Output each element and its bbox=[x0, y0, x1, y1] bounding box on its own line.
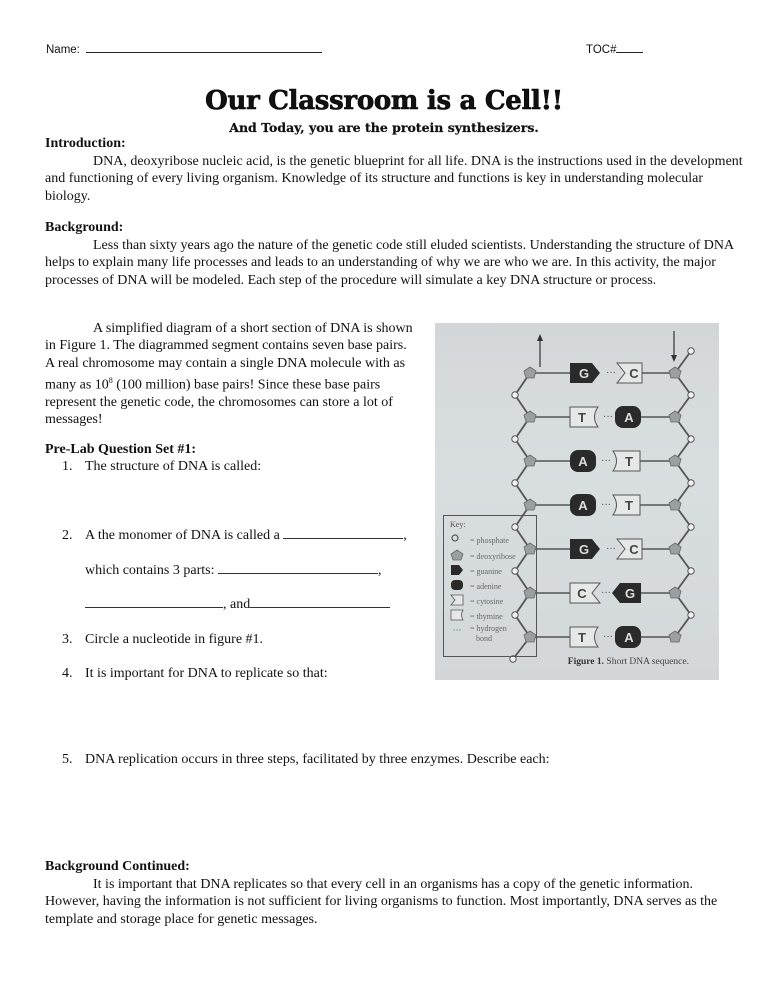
name-label: Name: bbox=[46, 44, 80, 56]
key-item-adenine: = adenine bbox=[450, 579, 501, 593]
toc-label: TOC# bbox=[586, 44, 617, 56]
svg-text:G: G bbox=[578, 542, 590, 557]
background-heading: Background: bbox=[45, 220, 124, 235]
question-5 bbox=[62, 752, 550, 768]
question-2: 2. A the monomer of DNA is called a , bbox=[62, 528, 407, 543]
page-title: Our Classroom is a Cell!! bbox=[205, 86, 563, 116]
svg-text:···: ··· bbox=[603, 632, 613, 643]
question-number: 4. bbox=[62, 666, 73, 681]
question-text: DNA replication occurs in three steps, facilitated by three enzymes. Describe each: bbox=[85, 752, 550, 767]
svg-text:C: C bbox=[577, 586, 587, 601]
phosphate-icon bbox=[450, 535, 464, 546]
question-2-parts: which contains 3 parts: , bbox=[85, 563, 382, 578]
dna-figure bbox=[435, 323, 719, 680]
thymine-icon bbox=[450, 611, 464, 622]
question-text: Circle a nucleotide in figure #1. bbox=[85, 632, 264, 647]
question-number: 5. bbox=[62, 752, 73, 767]
svg-text:G: G bbox=[578, 366, 590, 381]
question-number: 3. bbox=[62, 632, 73, 647]
and-text: , and bbox=[223, 597, 251, 612]
svg-text:···: ··· bbox=[606, 544, 616, 555]
deoxyribose-icon bbox=[450, 551, 464, 562]
svg-text:C: C bbox=[629, 366, 639, 381]
base-pair-3 bbox=[524, 450, 681, 472]
introduction-heading: Introduction: bbox=[45, 136, 126, 151]
introduction-text: DNA, deoxyribose nucleic acid, is the genetic blueprint for all life. DNA is the instructions used in the development and functioning of every living organism. Knowledge of its structure and functions is key in understanding molecular biology. bbox=[45, 154, 743, 204]
question-3 bbox=[62, 632, 264, 648]
question-1 bbox=[62, 459, 262, 475]
svg-text:T: T bbox=[625, 454, 633, 469]
question-number: 2. bbox=[62, 528, 73, 543]
adenine-icon bbox=[450, 581, 464, 592]
diagram-text-b: (100 million) base pairs! Since these base pairs represent the genetic code, the chromosomes can store a lot of messages! bbox=[45, 377, 393, 428]
monomer-blank[interactable] bbox=[283, 537, 403, 539]
svg-text:T: T bbox=[578, 630, 586, 645]
question-text: which contains 3 parts: bbox=[85, 563, 215, 578]
toc-field[interactable] bbox=[586, 44, 643, 56]
prelab-heading: Pre-Lab Question Set #1: bbox=[45, 442, 197, 457]
key-item-hydrogen-bond: ··· = hydrogen bond bbox=[450, 624, 507, 650]
base-pair-5 bbox=[524, 539, 681, 559]
toc-blank[interactable] bbox=[616, 51, 643, 53]
base-pair-1 bbox=[524, 363, 681, 383]
diagram-paragraph bbox=[45, 320, 417, 428]
key-item-thymine: = thymine bbox=[450, 609, 503, 623]
guanine-icon bbox=[450, 566, 464, 577]
part-1-blank[interactable] bbox=[218, 572, 378, 574]
part-2-blank[interactable] bbox=[85, 606, 223, 608]
background-continued-text: It is important that DNA replicates so that every cell in an organisms has a copy of the genetic information. However, having the information is not sufficient for living organisms to function. Most importantly, DNA serves as the template and storage place for genetic messages. bbox=[45, 877, 718, 927]
key-item-cytosine: = cytosine bbox=[450, 594, 503, 608]
diagram-text-a: A simplified diagram of a short section of DNA is shown in Figure 1. The diagrammed segment contains seven base pairs. A real chromosome may contain a single DNA molecule with as many as 10 bbox=[45, 321, 413, 393]
base-pair-4 bbox=[524, 494, 681, 516]
background-text: Less than sixty years ago the nature of the genetic code still eluded scientists. Understanding the structure of DNA helps to explain many life processes and leads to an understanding of why we are who we are. In this activity, the major processes of DNA will be modeled. Each step of the procedure will simulate a key DNA structure or process. bbox=[45, 238, 734, 288]
key-title: Key: bbox=[450, 520, 466, 529]
key-item-deoxyribose: = deoxyribose bbox=[450, 549, 516, 563]
background-continued-heading: Background Continued: bbox=[45, 859, 190, 874]
base-pair-2 bbox=[524, 406, 681, 428]
svg-text:A: A bbox=[624, 410, 634, 425]
base-pair-6 bbox=[524, 583, 681, 603]
name-field[interactable] bbox=[46, 44, 322, 56]
svg-text:A: A bbox=[578, 498, 588, 513]
svg-text:G: G bbox=[624, 586, 636, 601]
question-number: 1. bbox=[62, 459, 73, 474]
figure-caption: Figure 1. Short DNA sequence. bbox=[567, 657, 689, 667]
figure-key bbox=[443, 515, 537, 657]
svg-text:···: ··· bbox=[603, 412, 613, 423]
svg-text:T: T bbox=[578, 410, 586, 425]
question-text: The structure of DNA is called: bbox=[85, 459, 262, 474]
svg-text:···: ··· bbox=[601, 500, 611, 511]
question-4 bbox=[62, 666, 328, 682]
svg-text:A: A bbox=[624, 630, 634, 645]
exponent: 8 bbox=[108, 375, 113, 385]
key-item-phosphate: = phosphate bbox=[450, 533, 509, 547]
question-2-parts-2 bbox=[85, 597, 390, 613]
svg-text:···: ··· bbox=[606, 368, 616, 379]
svg-text:A: A bbox=[578, 454, 588, 469]
base-pair-7 bbox=[524, 626, 681, 648]
svg-text:···: ··· bbox=[601, 588, 611, 599]
svg-text:···: ··· bbox=[601, 456, 611, 467]
page-subtitle: And Today, you are the protein synthesizers. bbox=[229, 120, 539, 135]
key-item-guanine: = guanine bbox=[450, 564, 502, 578]
cytosine-icon bbox=[450, 596, 464, 607]
hydrogen-bond-icon: ··· bbox=[452, 624, 462, 635]
question-text: A the monomer of DNA is called a bbox=[85, 528, 280, 543]
part-3-blank[interactable] bbox=[250, 606, 390, 608]
name-blank[interactable] bbox=[86, 51, 322, 53]
question-text: It is important for DNA to replicate so that: bbox=[85, 666, 328, 681]
svg-text:T: T bbox=[625, 498, 633, 513]
svg-text:C: C bbox=[629, 542, 639, 557]
